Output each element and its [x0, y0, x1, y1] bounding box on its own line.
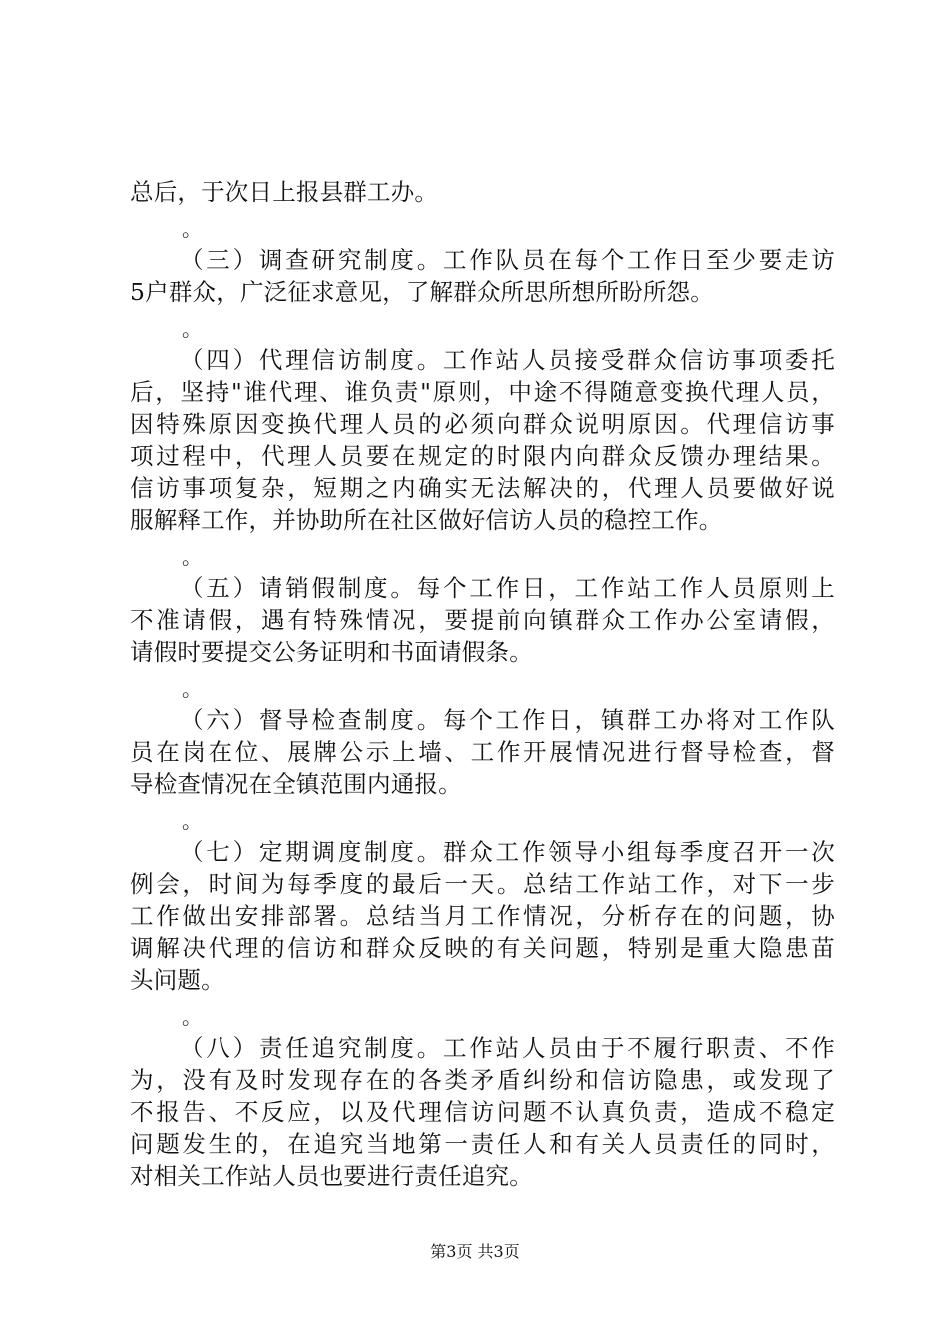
paragraph-first-line: （三）调查研究制度。工作队员在每个工作日至少要走访 — [180, 246, 835, 274]
paragraph-separator: 。 — [182, 1005, 202, 1029]
text-line: 请假时要提交公务证明和书面请假条。 — [130, 638, 533, 666]
text-line: 例会，时间为每季度的最后一天。总结工作站工作，对下一步 — [130, 870, 835, 898]
paragraph-separator: 。 — [182, 809, 202, 833]
text-line: 后，坚持"谁代理、谁负责"原则，中途不得随意变换代理人员， — [130, 378, 835, 406]
text-line: 5户群众，广泛征求意见，了解群众所思所想所盼所怨。 — [130, 278, 714, 306]
text-line: 导检查情况在全镇范围内通报。 — [130, 770, 462, 798]
paragraph-first-line: （七）定期调度制度。群众工作领导小组每季度召开一次 — [180, 838, 835, 866]
paragraph-separator: 。 — [182, 677, 202, 701]
paragraph-separator: 。 — [182, 317, 202, 341]
text-line: 工作做出安排部署。总结当月工作情况，分析存在的问题，协 — [130, 902, 835, 930]
paragraph-first-line: （八）责任追究制度。工作站人员由于不履行职责、不作 — [180, 1034, 835, 1062]
text-line: 总后，于次日上报县群工办。 — [130, 178, 439, 206]
page-number-label: 第3页 共3页 — [430, 1242, 520, 1261]
text-line: 因特殊原因变换代理人员的必须向群众说明原因。代理信访事 — [130, 410, 835, 438]
text-line: 为，没有及时发现存在的各类矛盾纠纷和信访隐患，或发现了 — [130, 1066, 835, 1094]
paragraph-first-line: （五）请销假制度。每个工作日，工作站工作人员原则上 — [180, 574, 835, 602]
text-line: 员在岗在位、展牌公示上墙、工作开展情况进行督导检查，督 — [130, 738, 835, 766]
text-line: 不报告、不反应，以及代理信访问题不认真负责，造成不稳定 — [130, 1098, 835, 1126]
paragraph-separator: 。 — [182, 217, 202, 241]
text-line: 对相关工作站人员也要进行责任追究。 — [130, 1162, 533, 1190]
text-line: 服解释工作，并协助所在社区做好信访人员的稳控工作。 — [130, 506, 723, 534]
paragraph-first-line: （四）代理信访制度。工作站人员接受群众信访事项委托 — [180, 346, 835, 374]
text-line: 头问题。 — [130, 966, 225, 994]
document-body — [130, 176, 835, 1192]
text-line: 信访事项复杂，短期之内确实无法解决的，代理人员要做好说 — [130, 474, 835, 502]
text-line: 项过程中，代理人员要在规定的时限内向群众反馈办理结果。 — [130, 442, 835, 470]
paragraph-separator: 。 — [182, 545, 202, 569]
text-line: 调解决代理的信访和群众反映的有关问题，特别是重大隐患苗 — [130, 934, 835, 962]
text-line: 不准请假，遇有特殊情况，要提前向镇群众工作办公室请假， — [130, 606, 835, 634]
text-line: 问题发生的，在追究当地第一责任人和有关人员责任的同时， — [130, 1130, 835, 1158]
paragraph-first-line: （六）督导检查制度。每个工作日，镇群工办将对工作队 — [180, 706, 835, 734]
page-footer — [0, 1242, 950, 1262]
